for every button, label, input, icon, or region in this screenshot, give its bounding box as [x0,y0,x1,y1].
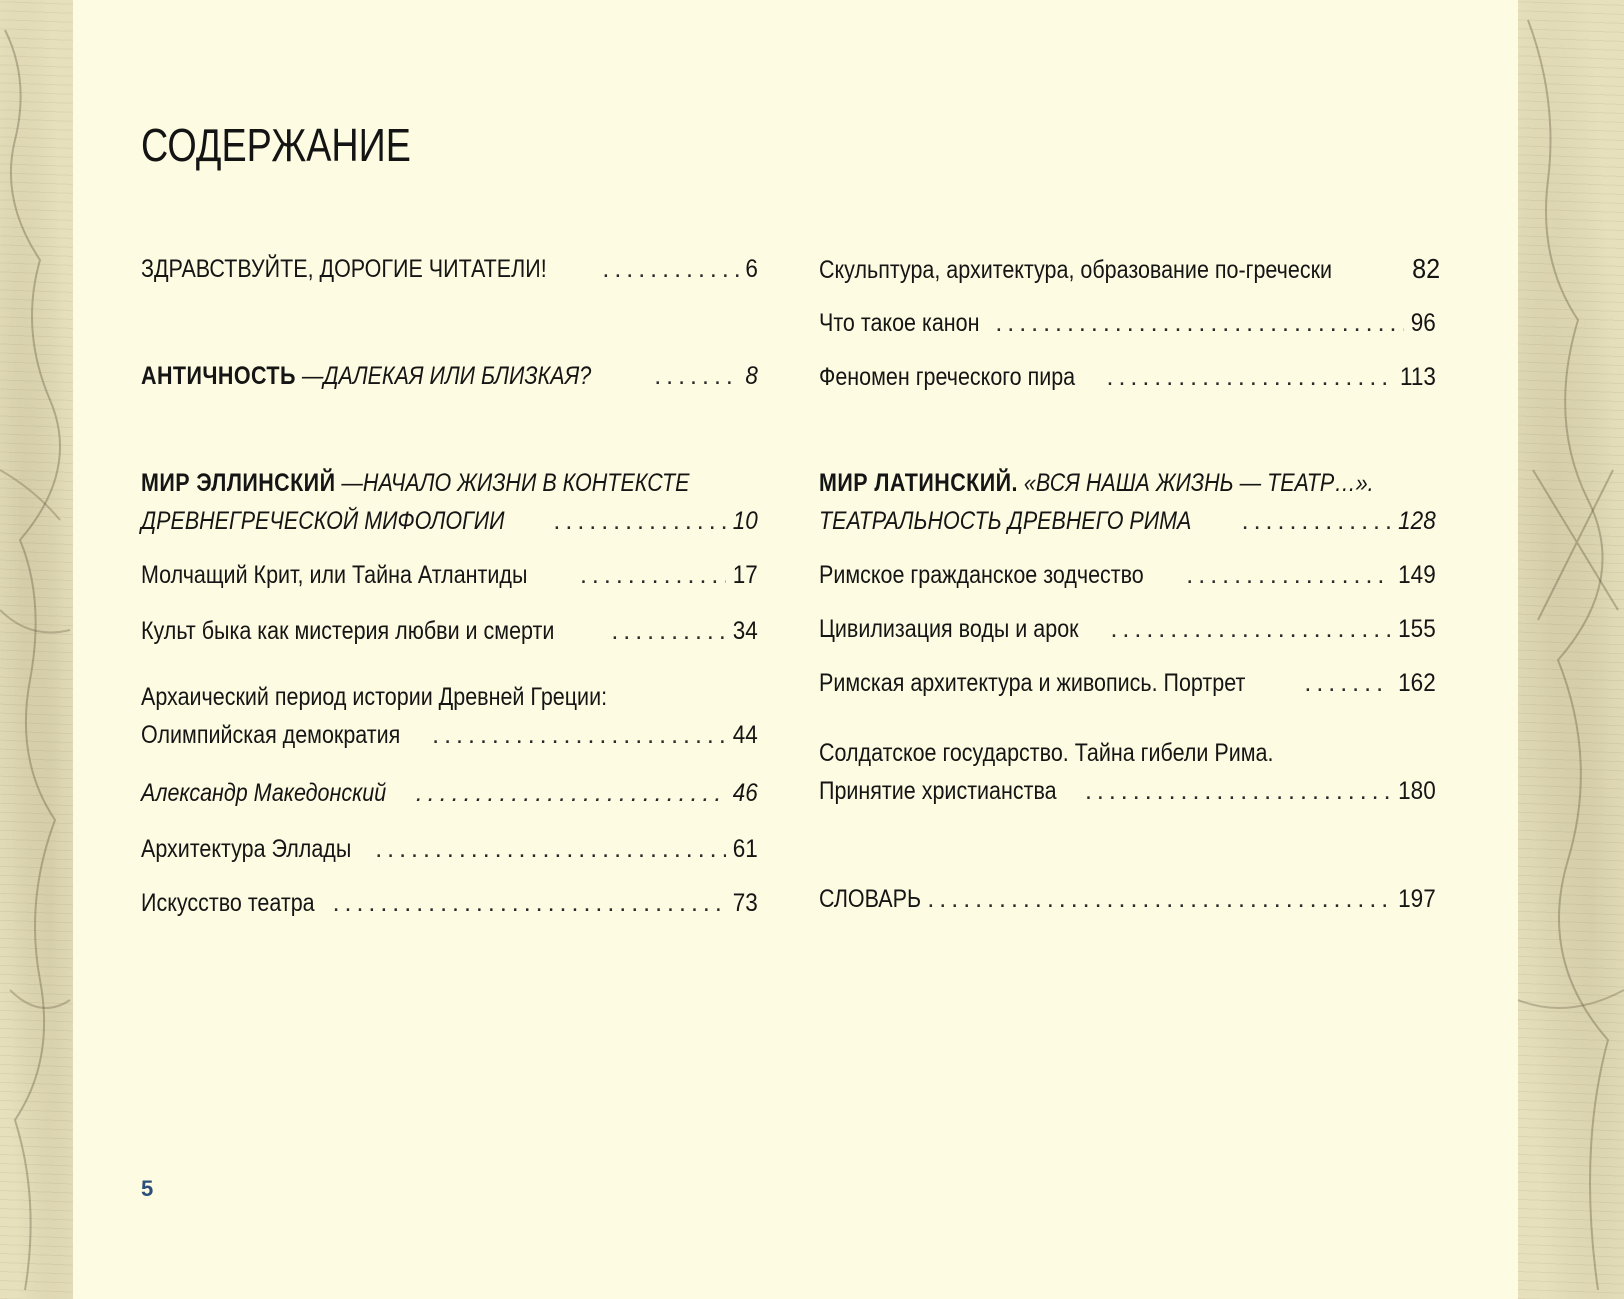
left-map-margin [0,0,73,1299]
toc-page-number: 197 [1398,885,1436,913]
toc-leader-dots [995,304,1404,342]
toc-section-title: АНТИЧНОСТЬ [141,362,296,390]
map-background-left [0,0,73,1299]
toc-section-title: МИР ЛАТИНСКИЙ. [819,469,1018,497]
toc-entry-glossary[interactable] [819,880,1436,918]
toc-entry-label: Римская архитектура и живопись. Портрет [819,669,1246,697]
toc-leader-dots [580,556,726,594]
toc-entry-crete[interactable] [141,556,758,594]
toc-leader-dots [375,830,726,868]
toc-leader-dots [1085,772,1390,810]
toc-entry-hellenic-world[interactable] [141,464,758,540]
toc-page-number: 149 [1398,561,1436,589]
toc-section-subtitle-line1: —НАЧАЛО ЖИЗНИ В КОНТЕКСТЕ [341,469,690,497]
toc-leader-dots [927,880,1390,918]
toc-entry-roman-painting[interactable] [819,664,1436,702]
toc-entry-latin-world[interactable] [819,464,1436,540]
toc-page-number: 96 [1410,309,1436,337]
toc-entry-greeting[interactable] [141,250,758,288]
right-map-margin [1518,0,1624,1299]
toc-leader-dots [654,357,740,395]
toc-section-subtitle: —ДАЛЕКАЯ ИЛИ БЛИЗКАЯ? [301,362,592,390]
toc-leader-dots [1110,610,1390,648]
toc-page-number: 128 [1398,507,1436,535]
toc-leader-dots [333,884,727,922]
toc-entry-hellas-architecture[interactable] [141,830,758,868]
toc-entry-label: Цивилизация воды и арок [819,615,1079,643]
toc-leader-dots [1242,502,1391,540]
toc-entry-label: Феномен греческого пира [819,363,1076,391]
toc-leader-dots [1107,358,1393,396]
toc-entry-greek-feast[interactable] [819,358,1436,396]
toc-page-number: 46 [732,779,758,807]
toc-leader-dots [602,250,740,288]
toc-entry-label: СЛОВАРЬ [819,885,922,913]
map-background-right [1518,0,1624,1299]
toc-entry-label: Александр Македонский [141,779,387,807]
contents-page [73,0,1518,1299]
toc-leader-dots [553,502,726,540]
toc-leader-dots [432,716,726,754]
toc-entry-antiquity[interactable] [141,357,758,395]
toc-page-number: 61 [732,835,758,863]
toc-page-number: 34 [732,617,758,645]
toc-entry-soldier-state[interactable] [819,734,1436,810]
toc-entry-label: Искусство театра [141,889,315,917]
toc-leader-dots [1304,664,1390,702]
toc-entry-label-line1: Солдатское государство. Тайна гибели Рима. [819,739,1274,767]
toc-leader-dots [416,774,726,812]
toc-entry-canon[interactable] [819,304,1436,342]
toc-page-number: 44 [732,721,758,749]
toc-page-number: 8 [745,362,758,390]
toc-entry-label-line2: Принятие христианства [819,777,1057,805]
toc-section-title: МИР ЭЛЛИНСКИЙ [141,469,336,497]
toc-page-number: 113 [1400,363,1436,391]
toc-entry-label-line2: Олимпийская демократия [141,721,401,749]
toc-page-number: 82 [1412,253,1441,284]
toc-entry-greek-sculpture[interactable] [819,250,1441,288]
folio-page-number: 5 [141,1176,154,1201]
toc-entry-label: Римское гражданское зодчество [819,561,1144,589]
toc-page-number: 162 [1398,669,1436,697]
toc-entry-archaic-period[interactable] [141,678,758,754]
toc-entry-roman-civil-architecture[interactable] [819,556,1436,594]
toc-page-number: 10 [732,507,758,535]
toc-entry-label-line1: Архаический период истории Древней Греции: [141,683,608,711]
toc-entry-label: ЗДРАВСТВУЙТЕ, ДОРОГИЕ ЧИТАТЕЛИ! [141,255,547,283]
toc-page-number: 73 [732,889,758,917]
toc-entry-label: Скульптура, архитектура, образование по-гречески [819,256,1333,284]
toc-section-subtitle-line2: ДРЕВНЕГРЕЧЕСКОЙ МИФОЛОГИИ [141,507,505,535]
toc-leader-dots [611,612,726,650]
toc-page-number: 180 [1398,777,1436,805]
toc-page-number: 155 [1398,615,1436,643]
toc-entry-alexander[interactable] [141,774,758,812]
toc-page-number: 17 [732,561,758,589]
page-title: СОДЕРЖАНИЕ [141,119,411,171]
toc-entry-label: Молчащий Крит, или Тайна Атлантиды [141,561,528,589]
toc-entry-theatre-art[interactable] [141,884,758,922]
toc-entry-label: Архитектура Эллады [141,835,352,863]
toc-entry-label: Что такое канон [819,309,980,337]
toc-entry-label: Культ быка как мистерия любви и смерти [141,617,555,645]
toc-section-subtitle-line1: «ВСЯ НАША ЖИЗНЬ — ТЕАТР…». [1023,469,1374,497]
toc-page-number: 6 [745,255,758,283]
toc-leader-dots [1186,556,1390,594]
toc-entry-bull-cult[interactable] [141,612,758,650]
toc-section-subtitle-line2: ТЕАТРАЛЬНОСТЬ ДРЕВНЕГО РИМА [819,507,1192,535]
toc-entry-water-and-arches[interactable] [819,610,1436,648]
